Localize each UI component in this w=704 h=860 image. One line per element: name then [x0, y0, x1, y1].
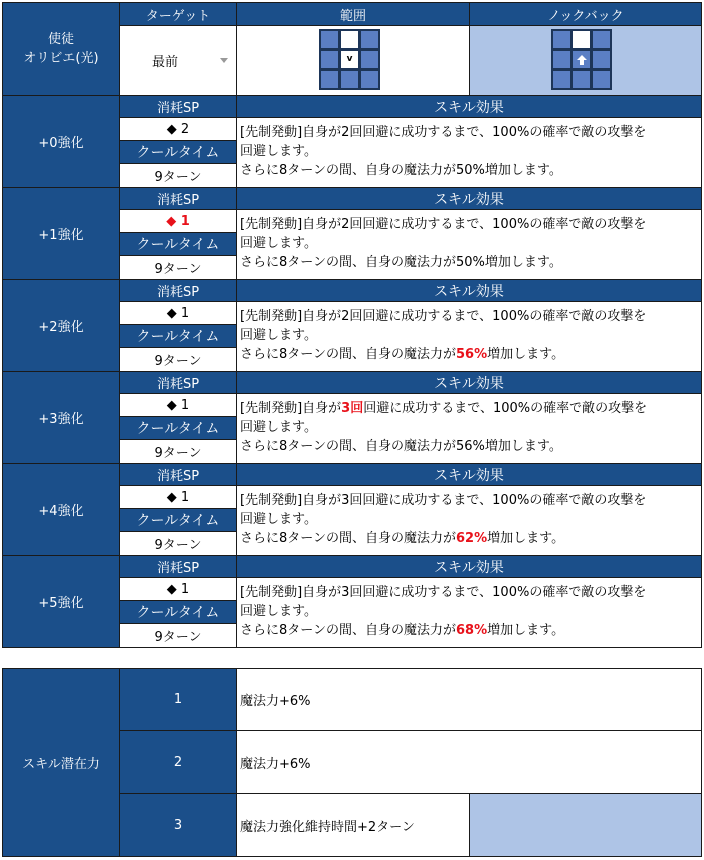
- effect-line-1: [237, 583, 646, 602]
- level-name: +4強化: [2, 463, 120, 556]
- level-name: +3強化: [2, 371, 120, 464]
- sp-header: 消耗SP: [119, 463, 237, 486]
- effect-text: さらに8ターンの間、自身の魔法力が50%増加します。: [240, 163, 562, 178]
- level-name: +2強化: [2, 279, 120, 372]
- effect-text: さらに8ターンの間、自身の魔法力が: [240, 623, 457, 638]
- range-header: 範囲: [236, 2, 470, 26]
- character-name-line2: オリビエ(光): [23, 51, 99, 66]
- effect-header: スキル効果: [236, 371, 702, 394]
- sp-value: ◆ 1: [119, 393, 237, 417]
- level-name: +0強化: [2, 95, 120, 188]
- effect-text: 増加します。: [487, 623, 565, 638]
- effect-line-3: [237, 437, 562, 456]
- effect-text: さらに8ターンの間、自身の魔法力が50%増加します。: [240, 255, 562, 270]
- sp-value: ◆ 1: [119, 209, 237, 233]
- effect-text: 回避します。: [240, 328, 317, 343]
- sp-header: 消耗SP: [119, 95, 237, 118]
- highlight-text: 3回: [341, 401, 364, 416]
- knockback-grid-icon: [551, 29, 612, 90]
- effect-text: さらに8ターンの間、自身の魔法力が: [240, 531, 457, 546]
- target-value: 最前: [152, 55, 179, 70]
- effect-text: [先制発動]自身が2回回避に成功するまで、100%の確率で敵の攻撃を: [240, 309, 647, 324]
- cooltime-value: 9ターン: [119, 163, 237, 188]
- effect-text: 回避します。: [240, 236, 317, 251]
- sp-header: 消耗SP: [119, 187, 237, 210]
- cooltime-header: クールタイム: [119, 140, 237, 164]
- highlight-text: 62%: [456, 531, 488, 546]
- effect-header: スキル効果: [236, 95, 702, 118]
- sp-value: ◆ 1: [119, 485, 237, 509]
- cooltime-header: クールタイム: [119, 508, 237, 532]
- effect-line-1: [237, 215, 646, 234]
- effect-text: 回避に成功するまで、100%の確率で敵の攻撃を: [363, 401, 648, 416]
- effect-line-2: [237, 234, 317, 253]
- cooltime-value: 9ターン: [119, 347, 237, 372]
- cooltime-value: 9ターン: [119, 439, 237, 464]
- effect-line-2: [237, 602, 317, 621]
- potential-text: 魔法力+6%: [236, 730, 702, 794]
- dropdown-arrow-icon: [220, 58, 228, 63]
- cooltime-value: 9ターン: [119, 255, 237, 280]
- effect-header: スキル効果: [236, 555, 702, 578]
- effect-line-3: [237, 345, 564, 364]
- effect-line-3: [237, 529, 564, 548]
- potential-empty-cell: [469, 793, 702, 857]
- cooltime-header: クールタイム: [119, 600, 237, 624]
- effect-text: [先制発動]自身が3回回避に成功するまで、100%の確率で敵の攻撃を: [240, 585, 647, 600]
- target-select[interactable]: [119, 25, 237, 96]
- sp-value: ◆ 2: [119, 117, 237, 141]
- highlight-text: 68%: [456, 623, 488, 638]
- potential-title: スキル潜在力: [2, 668, 120, 857]
- effect-line-1: [237, 123, 646, 142]
- effect-header: スキル効果: [236, 463, 702, 486]
- sp-header: 消耗SP: [119, 555, 237, 578]
- level-name: +5強化: [2, 555, 120, 648]
- v-mark-icon: v: [346, 54, 353, 64]
- effect-text: 回避します。: [240, 420, 317, 435]
- effect-text: 回避します。: [240, 512, 317, 527]
- effect-line-1: [237, 491, 646, 510]
- cooltime-header: クールタイム: [119, 232, 237, 256]
- potential-number: 3: [119, 793, 237, 857]
- cooltime-header: クールタイム: [119, 324, 237, 348]
- up-arrow-icon: [577, 55, 587, 65]
- potential-text: 魔法力強化維持時間+2ターン: [236, 793, 470, 857]
- effect-text: さらに8ターンの間、自身の魔法力が56%増加します。: [240, 439, 562, 454]
- effect-text: [先制発動]自身が: [240, 401, 342, 416]
- level-name: +1強化: [2, 187, 120, 280]
- effect-line-1: [237, 307, 646, 326]
- effect-text: [先制発動]自身が2回回避に成功するまで、100%の確率で敵の攻撃を: [240, 217, 647, 232]
- effect-line-2: [237, 418, 317, 437]
- effect-line-3: [237, 253, 562, 272]
- effect-line-1: [237, 399, 647, 418]
- sp-header: 消耗SP: [119, 371, 237, 394]
- effect-line-2: [237, 510, 317, 529]
- effect-text: 増加します。: [487, 531, 565, 546]
- cooltime-value: 9ターン: [119, 623, 237, 648]
- effect-header: スキル効果: [236, 279, 702, 302]
- range-grid-icon: [319, 29, 380, 90]
- effect-line-2: [237, 326, 317, 345]
- sp-value: ◆ 1: [119, 577, 237, 601]
- cooltime-header: クールタイム: [119, 416, 237, 440]
- effect-text: 回避します。: [240, 604, 317, 619]
- effect-text: 回避します。: [240, 144, 317, 159]
- knockback-header: ノックバック: [469, 2, 702, 26]
- effect-header: スキル効果: [236, 187, 702, 210]
- sp-header: 消耗SP: [119, 279, 237, 302]
- effect-line-3: [237, 161, 562, 180]
- sp-value: ◆ 1: [119, 301, 237, 325]
- highlight-text: 56%: [456, 347, 488, 362]
- effect-text: 増加します。: [487, 347, 565, 362]
- effect-line-3: [237, 621, 564, 640]
- character-name-cell: [2, 2, 120, 96]
- effect-text: [先制発動]自身が2回回避に成功するまで、100%の確率で敵の攻撃を: [240, 125, 647, 140]
- effect-text: [先制発動]自身が3回回避に成功するまで、100%の確率で敵の攻撃を: [240, 493, 647, 508]
- potential-number: 1: [119, 668, 237, 731]
- target-header: ターゲット: [119, 2, 237, 26]
- potential-number: 2: [119, 730, 237, 794]
- potential-text: 魔法力+6%: [236, 668, 702, 731]
- effect-line-2: [237, 142, 317, 161]
- effect-text: さらに8ターンの間、自身の魔法力が: [240, 347, 457, 362]
- character-name-line1: 使徒: [47, 32, 74, 47]
- cooltime-value: 9ターン: [119, 531, 237, 556]
